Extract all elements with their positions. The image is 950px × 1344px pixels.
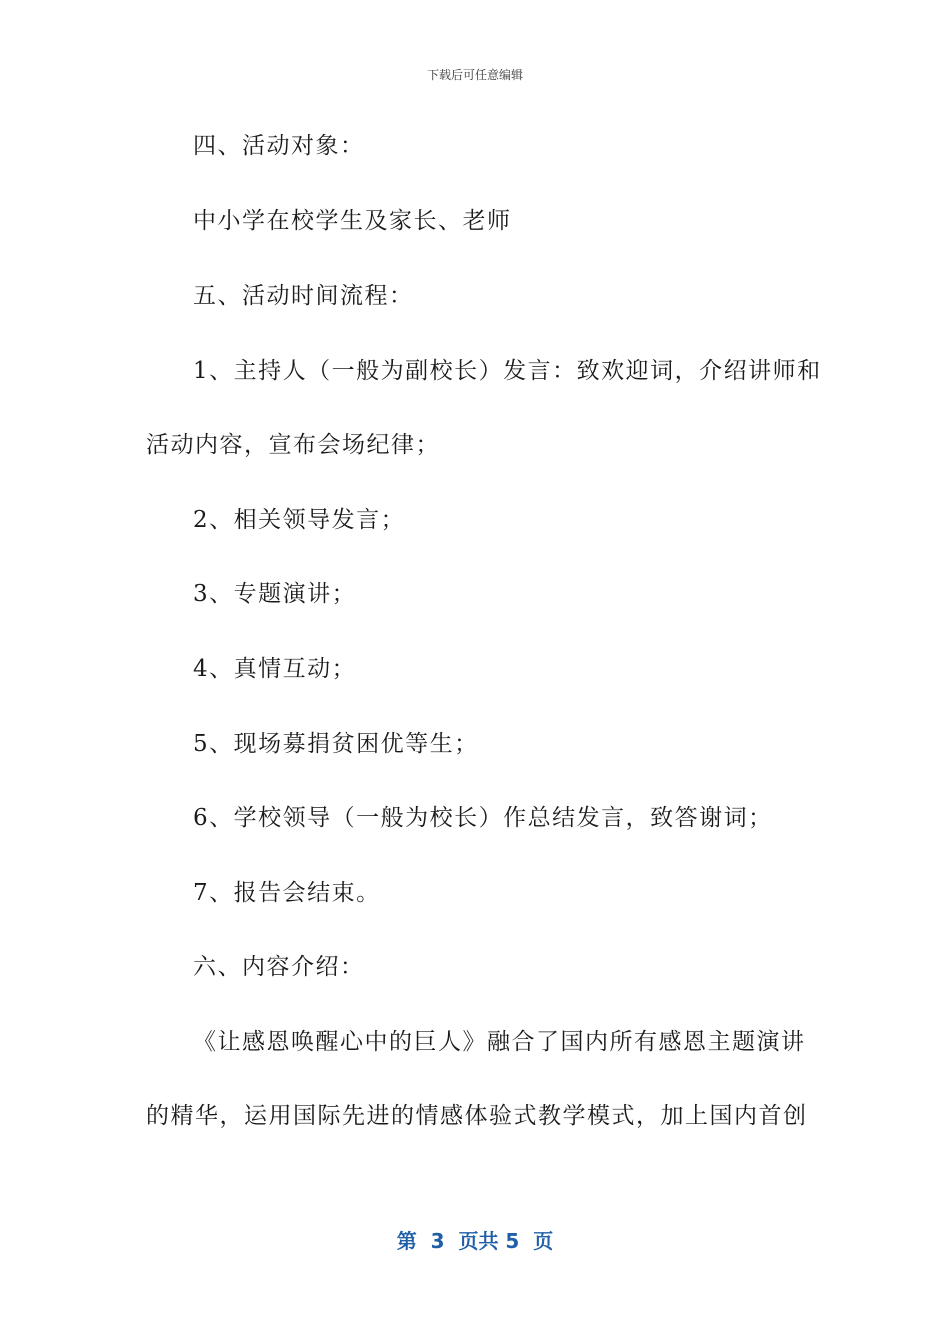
list-item-2: 2、相关领导发言； [193, 507, 406, 533]
section-heading-schedule: 五、活动时间流程： [193, 283, 414, 309]
paragraph-content: 《让感恩唤醒心中的巨人》融合了国内所有感恩主题演讲 [193, 1029, 806, 1055]
list-item-1-continued: 活动内容，宣布会场纪律； [146, 432, 440, 458]
section-heading-targets: 四、活动对象： [193, 133, 365, 159]
list-item-4: 4、真情互动； [193, 656, 357, 682]
list-item-3: 3、专题演讲； [193, 581, 357, 607]
page-footer: 第 3 页共 5 页 [396, 1229, 554, 1253]
paragraph-targets: 中小学在校学生及家长、老师 [193, 208, 512, 234]
paragraph-content-continued: 的精华，运用国际先进的情感体验式教学模式，加上国内首创 [146, 1103, 808, 1129]
list-item-6: 6、学校领导（一般为校长）作总结发言，致答谢词； [193, 805, 773, 831]
list-item-5: 5、现场募捐贫困优等生； [193, 731, 479, 757]
list-item-1: 1、主持人（一般为副校长）发言：致欢迎词，介绍讲师和 [193, 358, 822, 384]
section-heading-content: 六、内容介绍： [193, 954, 365, 980]
list-item-7: 7、报告会结束。 [193, 880, 381, 906]
page-header-note: 下载后可任意编辑 [426, 68, 523, 82]
